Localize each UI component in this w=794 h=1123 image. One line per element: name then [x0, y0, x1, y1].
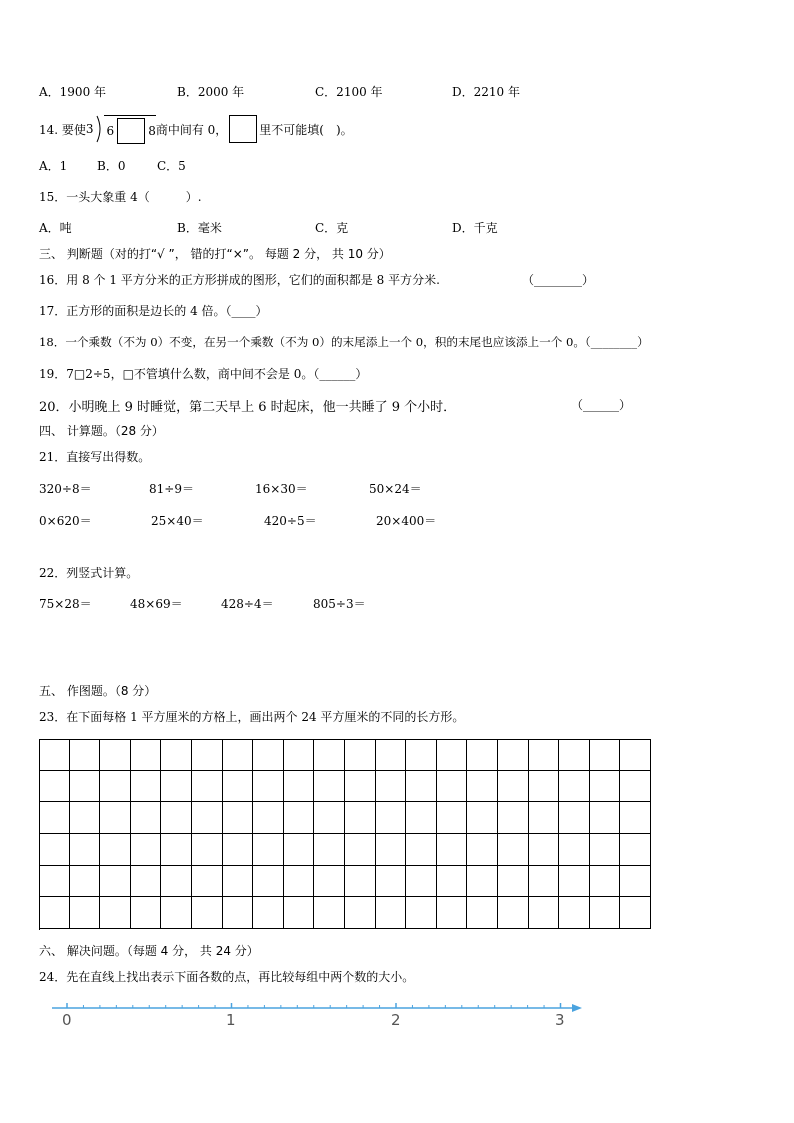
q15-option-d: D．千克 — [452, 221, 498, 235]
q21-item: 420÷5＝ — [264, 514, 317, 528]
grid-cell[interactable] — [406, 771, 437, 803]
grid-cell[interactable] — [314, 771, 345, 803]
grid-cell[interactable] — [284, 739, 315, 771]
grid-cell[interactable] — [314, 897, 345, 929]
grid-cell[interactable] — [559, 834, 590, 866]
q23-text: 23．在下面每格 1 平方厘米的方格上，画出两个 24 平方厘米的不同的长方形。 — [39, 710, 465, 724]
grid-cell[interactable] — [406, 834, 437, 866]
grid-cell[interactable] — [161, 834, 192, 866]
grid-cell[interactable] — [620, 771, 651, 803]
q14-dividend-digit-1: 6 — [106, 123, 115, 138]
grid-cell[interactable] — [529, 771, 560, 803]
grid-cell[interactable] — [253, 866, 284, 898]
grid-cell[interactable] — [39, 771, 70, 803]
grid-cell[interactable] — [467, 834, 498, 866]
q13-option-a: A．1900 年 — [39, 85, 107, 99]
q14-prefix: 14. 要使 — [39, 122, 86, 137]
grid-cell[interactable] — [467, 802, 498, 834]
grid-cell[interactable] — [131, 897, 162, 929]
grid-cell[interactable] — [620, 834, 651, 866]
q21-item: 20×400＝ — [376, 514, 437, 528]
grid-cell[interactable] — [406, 739, 437, 771]
grid-cell[interactable] — [376, 771, 407, 803]
grid-cell[interactable] — [467, 739, 498, 771]
grid-cell[interactable] — [376, 866, 407, 898]
section-4-heading: 四、 计算题。（28 分） — [39, 424, 164, 438]
grid-cell[interactable] — [437, 866, 468, 898]
q13-option-c: C．2100 年 — [315, 85, 383, 99]
grid-cell[interactable] — [437, 802, 468, 834]
grid-cell[interactable] — [467, 771, 498, 803]
grid-cell[interactable] — [284, 897, 315, 929]
grid-cell[interactable] — [467, 866, 498, 898]
q21-item: 16×30＝ — [255, 482, 308, 496]
grid-cell[interactable] — [253, 771, 284, 803]
grid-cell[interactable] — [345, 771, 376, 803]
grid-cell[interactable] — [314, 866, 345, 898]
q14-divisor: 3 — [85, 122, 94, 136]
grid-cell[interactable] — [253, 834, 284, 866]
grid-cell[interactable] — [590, 739, 621, 771]
grid-cell[interactable] — [39, 897, 70, 929]
q14-option-b: B．0 — [97, 159, 126, 173]
grid-cell[interactable] — [223, 866, 254, 898]
grid-cell[interactable] — [590, 834, 621, 866]
grid-cell[interactable] — [437, 897, 468, 929]
q14-option-a: A．1 — [39, 159, 68, 173]
grid-cell[interactable] — [590, 866, 621, 898]
division-bracket-icon — [96, 115, 104, 143]
grid-cell[interactable] — [39, 834, 70, 866]
grid-cell[interactable] — [498, 866, 529, 898]
grid-cell[interactable] — [70, 866, 101, 898]
grid-cell[interactable] — [559, 897, 590, 929]
grid-cell[interactable] — [131, 771, 162, 803]
q21-item: 25×40＝ — [151, 514, 204, 528]
grid-cell[interactable] — [223, 834, 254, 866]
grid-cell[interactable] — [559, 802, 590, 834]
q22-item: 805÷3＝ — [313, 597, 366, 611]
grid-cell[interactable] — [437, 739, 468, 771]
grid-cell[interactable] — [498, 834, 529, 866]
q22-text: 22．列竖式计算。 — [39, 566, 139, 580]
grid-cell[interactable] — [70, 802, 101, 834]
grid-cell[interactable] — [100, 771, 131, 803]
grid-cell[interactable] — [529, 739, 560, 771]
grid-cell[interactable] — [620, 897, 651, 929]
grid-cell[interactable] — [192, 771, 223, 803]
grid-cell[interactable] — [620, 866, 651, 898]
grid-cell[interactable] — [406, 897, 437, 929]
numberline-label-0: 0 — [62, 1011, 72, 1029]
grid-cell[interactable] — [100, 739, 131, 771]
grid-cell[interactable] — [314, 739, 345, 771]
grid-cell[interactable] — [314, 802, 345, 834]
number-line[interactable] — [50, 1000, 590, 1034]
grid-cell[interactable] — [192, 834, 223, 866]
grid-cell[interactable] — [284, 802, 315, 834]
grid-cell[interactable] — [284, 866, 315, 898]
grid-cell[interactable] — [253, 897, 284, 929]
q22-item: 428÷4＝ — [221, 597, 274, 611]
grid-cell[interactable] — [192, 866, 223, 898]
grid-cell[interactable] — [314, 834, 345, 866]
grid-cell[interactable] — [406, 802, 437, 834]
section-6-heading: 六、 解决问题。（每题 4 分， 共 24 分） — [39, 944, 259, 958]
grid-cell[interactable] — [284, 771, 315, 803]
q13-option-b: B．2000 年 — [177, 85, 245, 99]
q22-item: 48×69＝ — [130, 597, 183, 611]
grid-cell[interactable] — [529, 834, 560, 866]
q24-text: 24．先在直线上找出表示下面各数的点，再比较每组中两个数的大小。 — [39, 970, 415, 984]
grid-cell[interactable] — [590, 771, 621, 803]
grid-cell[interactable] — [345, 866, 376, 898]
grid-cell[interactable] — [253, 739, 284, 771]
grid-cell[interactable] — [39, 866, 70, 898]
q16-answer-blank[interactable]: （________） — [522, 273, 595, 287]
grid-cell[interactable] — [437, 834, 468, 866]
grid-cell[interactable] — [376, 834, 407, 866]
grid-cell[interactable] — [559, 866, 590, 898]
numberline-label-2: 2 — [391, 1011, 401, 1029]
drawing-grid[interactable] — [39, 739, 651, 929]
grid-cell[interactable] — [559, 771, 590, 803]
q15-option-b: B．毫米 — [177, 221, 222, 235]
grid-cell[interactable] — [131, 866, 162, 898]
q21-item: 50×24＝ — [369, 482, 422, 496]
grid-cell[interactable] — [131, 834, 162, 866]
grid-cell[interactable] — [100, 866, 131, 898]
grid-cell[interactable] — [529, 866, 560, 898]
q13-option-d: D．2210 年 — [452, 85, 520, 99]
grid-cell[interactable] — [223, 739, 254, 771]
grid-cell[interactable] — [498, 802, 529, 834]
q14-suffix: 里不可能填( )。 — [259, 122, 353, 137]
numberline-label-1: 1 — [226, 1011, 236, 1029]
grid-cell[interactable] — [559, 739, 590, 771]
section-3-heading: 三、 判断题（对的打“√ ”， 错的打“×”。 每题 2 分， 共 10 分） — [39, 247, 391, 261]
q21-item: 0×620＝ — [39, 514, 92, 528]
grid-cell[interactable] — [345, 897, 376, 929]
grid-cell[interactable] — [161, 739, 192, 771]
q22-item: 75×28＝ — [39, 597, 92, 611]
q16-text: 16．用 8 个 1 平方分米的正方形拼成的图形，它们的面积都是 8 平方分米. — [39, 273, 440, 287]
grid-cell[interactable] — [376, 802, 407, 834]
grid-cell[interactable] — [590, 802, 621, 834]
q15-option-c: C．克 — [315, 221, 349, 235]
q14-division-expression — [86, 115, 156, 144]
grid-cell[interactable] — [70, 739, 101, 771]
grid-cell[interactable] — [620, 802, 651, 834]
grid-cell[interactable] — [498, 771, 529, 803]
grid-cell[interactable] — [192, 739, 223, 771]
grid-cell[interactable] — [192, 897, 223, 929]
grid-cell[interactable] — [376, 897, 407, 929]
q14-dividend-digit-2: 8 — [148, 123, 156, 138]
grid-cell[interactable] — [131, 739, 162, 771]
grid-cell[interactable] — [376, 739, 407, 771]
grid-cell[interactable] — [39, 739, 70, 771]
grid-cell[interactable] — [161, 802, 192, 834]
q19-text: 19．7□2÷5，□不管填什么数，商中间不会是 0。（______） — [39, 367, 368, 381]
q14-blank-box[interactable] — [117, 118, 145, 144]
grid-cell[interactable] — [345, 739, 376, 771]
grid-cell[interactable] — [406, 866, 437, 898]
grid-cell[interactable] — [223, 771, 254, 803]
grid-cell[interactable] — [467, 897, 498, 929]
q14-answer-box[interactable] — [229, 115, 257, 143]
grid-cell[interactable] — [100, 897, 131, 929]
q14-mid: 商中间有 0， — [155, 122, 228, 137]
q20-text: 20．小明晚上 9 时睡觉，第二天早上 6 时起床，他一共睡了 9 个小时． — [39, 400, 457, 415]
grid-cell[interactable] — [131, 802, 162, 834]
grid-cell[interactable] — [437, 771, 468, 803]
q21-item: 320÷8＝ — [39, 482, 92, 496]
q21-item: 81÷9＝ — [149, 482, 194, 496]
grid-cell[interactable] — [345, 834, 376, 866]
grid-cell[interactable] — [223, 802, 254, 834]
arrow-right-icon — [572, 1004, 582, 1012]
grid-cell[interactable] — [498, 897, 529, 929]
q20-answer-blank[interactable]: （______） — [571, 398, 632, 412]
grid-cell[interactable] — [590, 897, 621, 929]
grid-cell[interactable] — [620, 739, 651, 771]
grid-cell[interactable] — [70, 834, 101, 866]
q15-text: 15．一头大象重 4（ ）. — [39, 190, 202, 204]
grid-cell[interactable] — [192, 802, 223, 834]
q15-option-a: A．吨 — [39, 221, 72, 235]
q17-text: 17．正方形的面积是边长的 4 倍。（____） — [39, 304, 268, 318]
grid-cell[interactable] — [498, 739, 529, 771]
q21-text: 21．直接写出得数。 — [39, 450, 151, 464]
grid-cell[interactable] — [529, 897, 560, 929]
q18-text: 18．一个乘数（不为 0）不变，在另一个乘数（不为 0）的末尾添上一个 0，积的末尾也应该添上一个 0。（________） — [39, 335, 649, 349]
grid-cell[interactable] — [161, 866, 192, 898]
grid-cell[interactable] — [253, 802, 284, 834]
grid-cell[interactable] — [223, 897, 254, 929]
grid-cell[interactable] — [100, 802, 131, 834]
grid-cell[interactable] — [161, 771, 192, 803]
q14-text — [39, 114, 353, 144]
grid-cell[interactable] — [345, 802, 376, 834]
grid-cell[interactable] — [284, 834, 315, 866]
grid-cell[interactable] — [161, 897, 192, 929]
grid-cell[interactable] — [39, 802, 70, 834]
grid-cell[interactable] — [70, 897, 101, 929]
grid-cell[interactable] — [529, 802, 560, 834]
numberline-label-3: 3 — [555, 1011, 565, 1029]
q14-option-c: C．5 — [157, 159, 186, 173]
section-5-heading: 五、 作图题。（8 分） — [39, 684, 157, 698]
grid-cell[interactable] — [100, 834, 131, 866]
grid-cell[interactable] — [70, 771, 101, 803]
